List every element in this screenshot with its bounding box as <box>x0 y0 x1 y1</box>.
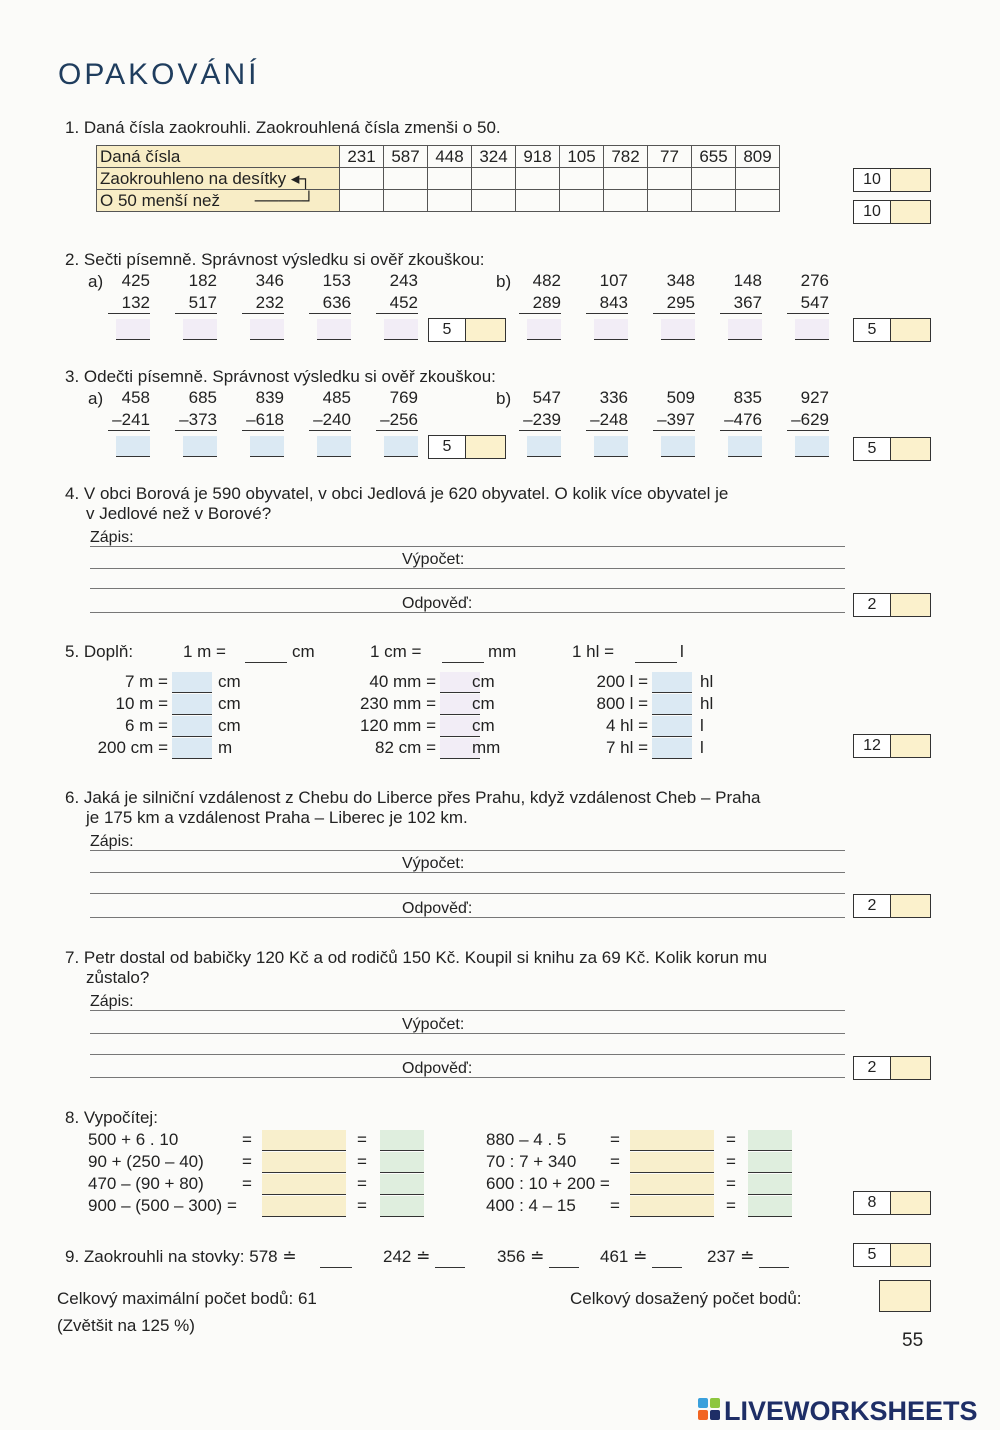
score-box: 12 <box>853 734 931 758</box>
score-input[interactable] <box>891 594 930 616</box>
q7-line2: zůstalo? <box>86 968 150 987</box>
answer-input[interactable] <box>172 738 212 759</box>
rounding-item: 242 ≐ <box>383 1247 431 1266</box>
conv-left: 82 cm = <box>375 738 436 757</box>
answer-cell[interactable] <box>692 190 736 212</box>
expression: 880 – 4 . 5 <box>486 1130 567 1149</box>
conv-left: 230 mm = <box>359 694 436 713</box>
answer-input[interactable] <box>250 436 284 457</box>
conv-left: 200 cm = <box>97 738 168 757</box>
operand-top: 336 <box>599 388 628 407</box>
answer-input[interactable] <box>635 642 677 663</box>
operand-top: 182 <box>188 271 217 290</box>
rounding-item: 237 ≐ <box>707 1247 755 1266</box>
operand-bottom: 295 <box>653 293 695 314</box>
answer-input[interactable] <box>527 319 561 340</box>
q1-row-label: Zaokrouhleno na desítky ◂┐ <box>97 168 340 190</box>
part-label: b) <box>496 272 512 291</box>
answer-cell[interactable] <box>648 168 692 190</box>
unit: mm <box>472 738 501 757</box>
write-line[interactable] <box>90 568 845 569</box>
score-box: 10 <box>853 168 931 192</box>
q7-line1: 7. Petr dostal od babičky 120 Kč a od rodičů 150 Kč. Koupil si knihu za 69 Kč. Kolik korun mu <box>65 948 768 967</box>
given-number: 324 <box>472 146 516 168</box>
achieved-label: Celkový dosažený počet bodů: <box>570 1289 802 1308</box>
unit: m <box>218 738 233 757</box>
answer-input[interactable] <box>435 1247 465 1268</box>
liveworksheets-logo-icon <box>698 1398 720 1420</box>
operand-top: 276 <box>800 271 829 290</box>
write-line[interactable] <box>90 1033 845 1034</box>
write-line[interactable] <box>90 588 845 589</box>
operand-top: 509 <box>666 388 695 407</box>
page-number: 55 <box>902 1330 924 1351</box>
odpoved-label: Odpověď: <box>402 595 473 612</box>
equals-sign: = <box>610 1152 620 1171</box>
operand-bottom: –241 <box>108 410 150 431</box>
write-line[interactable] <box>90 872 845 873</box>
result-input[interactable] <box>380 1130 424 1151</box>
answer-input[interactable] <box>728 436 762 457</box>
operand-top: 148 <box>733 271 762 290</box>
score-input[interactable] <box>466 436 505 458</box>
unit: l <box>700 716 704 735</box>
score-box: 10 <box>853 200 931 224</box>
part-label: a) <box>88 389 104 408</box>
part-label: b) <box>496 389 512 408</box>
answer-input[interactable] <box>661 436 695 457</box>
answer-input[interactable] <box>549 1247 579 1268</box>
operand-bottom: –248 <box>586 410 628 431</box>
arrow-left-icon: ◂┐ <box>290 168 312 188</box>
answer-input[interactable] <box>652 672 692 693</box>
expression: 400 : 4 – 15 <box>486 1196 576 1215</box>
equals-sign: = <box>242 1130 252 1149</box>
answer-input[interactable] <box>652 716 692 737</box>
unit: cm <box>472 672 495 691</box>
answer-input[interactable] <box>795 319 829 340</box>
conv-left: 1 hl = <box>572 642 615 661</box>
operand-bottom: 289 <box>519 293 561 314</box>
given-number: 448 <box>428 146 472 168</box>
write-line[interactable] <box>90 1077 845 1078</box>
q4-line1: 4. V obci Borová je 590 obyvatel, v obci Jedlová je 620 obyvatel. O kolik více obyvatel je <box>65 484 729 503</box>
odpoved-label: Odpověď: <box>402 900 473 917</box>
intermediate-input[interactable] <box>630 1152 714 1173</box>
write-line[interactable] <box>90 893 845 894</box>
answer-cell[interactable] <box>604 190 648 212</box>
given-number: 655 <box>692 146 736 168</box>
conv-left: 40 mm = <box>369 672 436 691</box>
write-line[interactable] <box>90 850 845 851</box>
q6-line1: 6. Jaká je silniční vzdálenost z Chebu do Liberce přes Prahu, když vzdálenost Cheb – Praha <box>65 788 761 807</box>
score-input[interactable] <box>466 319 505 341</box>
answer-cell[interactable] <box>516 168 560 190</box>
unit: cm <box>472 716 495 735</box>
result-input[interactable] <box>748 1174 792 1195</box>
answer-input[interactable] <box>317 436 351 457</box>
answer-cell[interactable] <box>428 168 472 190</box>
q1-row-label: Daná čísla <box>97 146 340 168</box>
operand-bottom: 843 <box>586 293 628 314</box>
operand-bottom: 232 <box>242 293 284 314</box>
unit: cm <box>218 694 241 713</box>
intermediate-input[interactable] <box>262 1152 346 1173</box>
given-number: 105 <box>560 146 604 168</box>
answer-input[interactable] <box>652 694 692 715</box>
answer-input[interactable] <box>172 716 212 737</box>
answer-input[interactable] <box>183 436 217 457</box>
conv-left: 1 m = <box>183 642 226 661</box>
operand-top: 458 <box>121 388 150 407</box>
equals-sign: = <box>726 1196 736 1215</box>
operand-bottom: 547 <box>787 293 829 314</box>
unit: l <box>680 642 684 661</box>
equals-sign: = <box>357 1152 367 1171</box>
result-input[interactable] <box>380 1152 424 1173</box>
given-number: 782 <box>604 146 648 168</box>
operand-bottom: 367 <box>720 293 762 314</box>
q5-label: 5. Doplň: <box>65 642 134 661</box>
expression: 90 + (250 – 40) <box>88 1152 204 1171</box>
write-line[interactable] <box>90 546 845 547</box>
unit: l <box>700 738 704 757</box>
equals-sign: = <box>357 1174 367 1193</box>
result-input[interactable] <box>380 1196 424 1217</box>
write-line[interactable] <box>90 917 845 918</box>
answer-input[interactable] <box>795 436 829 457</box>
equals-sign: = <box>242 1152 252 1171</box>
operand-top: 769 <box>389 388 418 407</box>
equals-sign: = <box>242 1174 252 1193</box>
answer-cell[interactable] <box>428 190 472 212</box>
vypocet-label: Výpočet: <box>402 855 465 872</box>
q1-row-label: O 50 menší než ────┘ <box>97 190 340 212</box>
unit: mm <box>488 642 517 661</box>
score-input[interactable] <box>891 1244 930 1266</box>
score-input[interactable] <box>891 169 930 191</box>
equals-sign: = <box>357 1130 367 1149</box>
answer-input[interactable] <box>384 436 418 457</box>
equals-sign: = <box>726 1152 736 1171</box>
intermediate-input[interactable] <box>262 1196 346 1217</box>
operand-bottom: –373 <box>175 410 217 431</box>
answer-input[interactable] <box>116 436 150 457</box>
operand-top: 839 <box>255 388 284 407</box>
operand-top: 547 <box>532 388 561 407</box>
result-input[interactable] <box>748 1130 792 1151</box>
answer-input[interactable] <box>320 1247 352 1268</box>
operand-top: 153 <box>322 271 351 290</box>
given-number: 809 <box>736 146 780 168</box>
operand-top: 107 <box>599 271 628 290</box>
answer-input[interactable] <box>245 642 287 663</box>
answer-input[interactable] <box>661 319 695 340</box>
answer-input[interactable] <box>384 319 418 340</box>
result-input[interactable] <box>380 1174 424 1195</box>
score-input[interactable] <box>891 895 930 917</box>
score-box: 5 <box>853 437 931 461</box>
conv-left: 6 m = <box>125 716 168 735</box>
operand-bottom: –476 <box>720 410 762 431</box>
q1-table <box>96 145 780 212</box>
intermediate-input[interactable] <box>630 1130 714 1151</box>
result-input[interactable] <box>748 1152 792 1173</box>
expression: 470 – (90 + 80) <box>88 1174 204 1193</box>
answer-cell[interactable] <box>560 168 604 190</box>
answer-cell[interactable] <box>736 190 780 212</box>
conv-left: 1 cm = <box>370 642 422 661</box>
q9-label: 9. Zaokrouhli na stovky: 578 ≐ <box>65 1247 297 1266</box>
score-box: 2 <box>853 894 931 918</box>
page-title: OPAKOVÁNÍ <box>58 58 260 91</box>
operand-bottom: –397 <box>653 410 695 431</box>
intermediate-input[interactable] <box>262 1174 346 1195</box>
operand-bottom: –239 <box>519 410 561 431</box>
answer-input[interactable] <box>652 1247 682 1268</box>
answer-input[interactable] <box>728 319 762 340</box>
expression: 70 : 7 + 340 <box>486 1152 577 1171</box>
conv-left: 7 m = <box>125 672 168 691</box>
equals-sign: = <box>610 1196 620 1215</box>
operand-top: 425 <box>121 271 150 290</box>
answer-input[interactable] <box>172 672 212 693</box>
zoom-note: (Zvětšit na 125 %) <box>57 1316 195 1335</box>
unit: cm <box>472 694 495 713</box>
answer-cell[interactable] <box>340 168 384 190</box>
answer-input[interactable] <box>172 694 212 715</box>
score-input[interactable] <box>891 1057 930 1079</box>
answer-input[interactable] <box>116 319 150 340</box>
write-line[interactable] <box>90 1010 845 1011</box>
score-input[interactable] <box>891 438 930 460</box>
operand-bottom: 517 <box>175 293 217 314</box>
answer-input[interactable] <box>594 436 628 457</box>
odpoved-label: Odpověď: <box>402 1060 473 1077</box>
answer-input[interactable] <box>527 436 561 457</box>
equals-sign: = <box>726 1130 736 1149</box>
q6-line2: je 175 km a vzdálenost Praha – Liberec je 102 km. <box>86 808 468 827</box>
score-box: 5 <box>853 1243 931 1267</box>
score-input[interactable] <box>891 735 930 757</box>
given-number: 231 <box>340 146 384 168</box>
operand-bottom: –240 <box>309 410 351 431</box>
equals-sign: = <box>357 1196 367 1215</box>
operand-bottom: –618 <box>242 410 284 431</box>
q3-text: 3. Odečti písemně. Správnost výsledku si ověř zkouškou: <box>65 367 496 386</box>
line-arrow-icon: ────┘ <box>254 190 315 210</box>
unit: cm <box>218 672 241 691</box>
inner-score-box: 5 <box>428 318 506 342</box>
inner-score-box: 5 <box>428 435 506 459</box>
unit: hl <box>700 694 714 713</box>
write-line[interactable] <box>90 1054 845 1055</box>
answer-cell[interactable] <box>560 190 604 212</box>
part-label: a) <box>88 272 104 291</box>
equals-sign: = <box>610 1130 620 1149</box>
score-input[interactable] <box>891 1192 930 1214</box>
answer-cell[interactable] <box>472 190 516 212</box>
operand-bottom: 636 <box>309 293 351 314</box>
conv-left: 4 hl = <box>605 716 648 735</box>
answer-input[interactable] <box>594 319 628 340</box>
rounding-item: 356 ≐ <box>497 1247 545 1266</box>
score-input[interactable] <box>891 319 930 341</box>
equals-sign: = <box>726 1174 736 1193</box>
operand-top: 835 <box>733 388 762 407</box>
answer-input[interactable] <box>183 319 217 340</box>
answer-input[interactable] <box>652 738 692 759</box>
given-number: 918 <box>516 146 560 168</box>
q4-line2: v Jedlové než v Borové? <box>86 504 272 523</box>
intermediate-input[interactable] <box>262 1130 346 1151</box>
max-points: Celkový maximální počet bodů: 61 <box>57 1289 317 1308</box>
given-number: 587 <box>384 146 428 168</box>
zapis-label: Zápis: <box>90 529 134 546</box>
answer-cell[interactable] <box>604 168 648 190</box>
score-box: 5 <box>853 318 931 342</box>
vypocet-label: Výpočet: <box>402 1016 465 1033</box>
unit: cm <box>218 716 241 735</box>
zapis-label: Zápis: <box>90 993 134 1010</box>
intermediate-input[interactable] <box>630 1174 714 1195</box>
operand-bottom: 452 <box>376 293 418 314</box>
answer-input[interactable] <box>759 1247 789 1268</box>
answer-input[interactable] <box>317 319 351 340</box>
operand-top: 346 <box>255 271 284 290</box>
total-score-input[interactable] <box>879 1280 931 1312</box>
answer-input[interactable] <box>250 319 284 340</box>
operand-bottom: –256 <box>376 410 418 431</box>
unit: hl <box>700 672 714 691</box>
conv-left: 7 hl = <box>605 738 648 757</box>
q1-text: 1. Daná čísla zaokrouhli. Zaokrouhlená čísla zmenši o 50. <box>65 118 501 137</box>
q2-text: 2. Sečti písemně. Správnost výsledku si ověř zkouškou: <box>65 250 485 269</box>
expression: 600 : 10 + 200 = <box>486 1174 610 1193</box>
conv-left: 200 l = <box>596 672 648 691</box>
operand-bottom: –629 <box>787 410 829 431</box>
operand-top: 243 <box>389 271 418 290</box>
answer-cell[interactable] <box>648 190 692 212</box>
conv-left: 10 m = <box>115 694 168 713</box>
answer-cell[interactable] <box>472 168 516 190</box>
operand-top: 685 <box>188 388 217 407</box>
answer-cell[interactable] <box>516 190 560 212</box>
conv-left: 800 l = <box>596 694 648 713</box>
intermediate-input[interactable] <box>630 1196 714 1217</box>
answer-cell[interactable] <box>384 168 428 190</box>
given-number: 77 <box>648 146 692 168</box>
zapis-label: Zápis: <box>90 833 134 850</box>
result-input[interactable] <box>748 1196 792 1217</box>
write-line[interactable] <box>90 612 845 613</box>
score-box: 8 <box>853 1191 931 1215</box>
operand-top: 482 <box>532 271 561 290</box>
expression: 500 + 6 . 10 <box>88 1130 179 1149</box>
answer-cell[interactable] <box>692 168 736 190</box>
expression: 900 – (500 – 300) = <box>88 1196 237 1215</box>
rounding-item: 461 ≐ <box>600 1247 648 1266</box>
vypocet-label: Výpočet: <box>402 551 465 568</box>
q8-label: 8. Vypočítej: <box>65 1108 158 1127</box>
score-input[interactable] <box>891 201 930 223</box>
answer-cell[interactable] <box>736 168 780 190</box>
answer-input[interactable] <box>442 642 484 663</box>
unit: cm <box>292 642 315 661</box>
operand-top: 485 <box>322 388 351 407</box>
conv-left: 120 mm = <box>359 716 436 735</box>
brand-text: LIVEWORKSHEETS <box>724 1396 978 1426</box>
score-box: 2 <box>853 1056 931 1080</box>
operand-top: 348 <box>666 271 695 290</box>
score-box: 2 <box>853 593 931 617</box>
answer-cell[interactable] <box>340 190 384 212</box>
operand-bottom: 132 <box>108 293 150 314</box>
answer-cell[interactable] <box>384 190 428 212</box>
operand-top: 927 <box>800 388 829 407</box>
